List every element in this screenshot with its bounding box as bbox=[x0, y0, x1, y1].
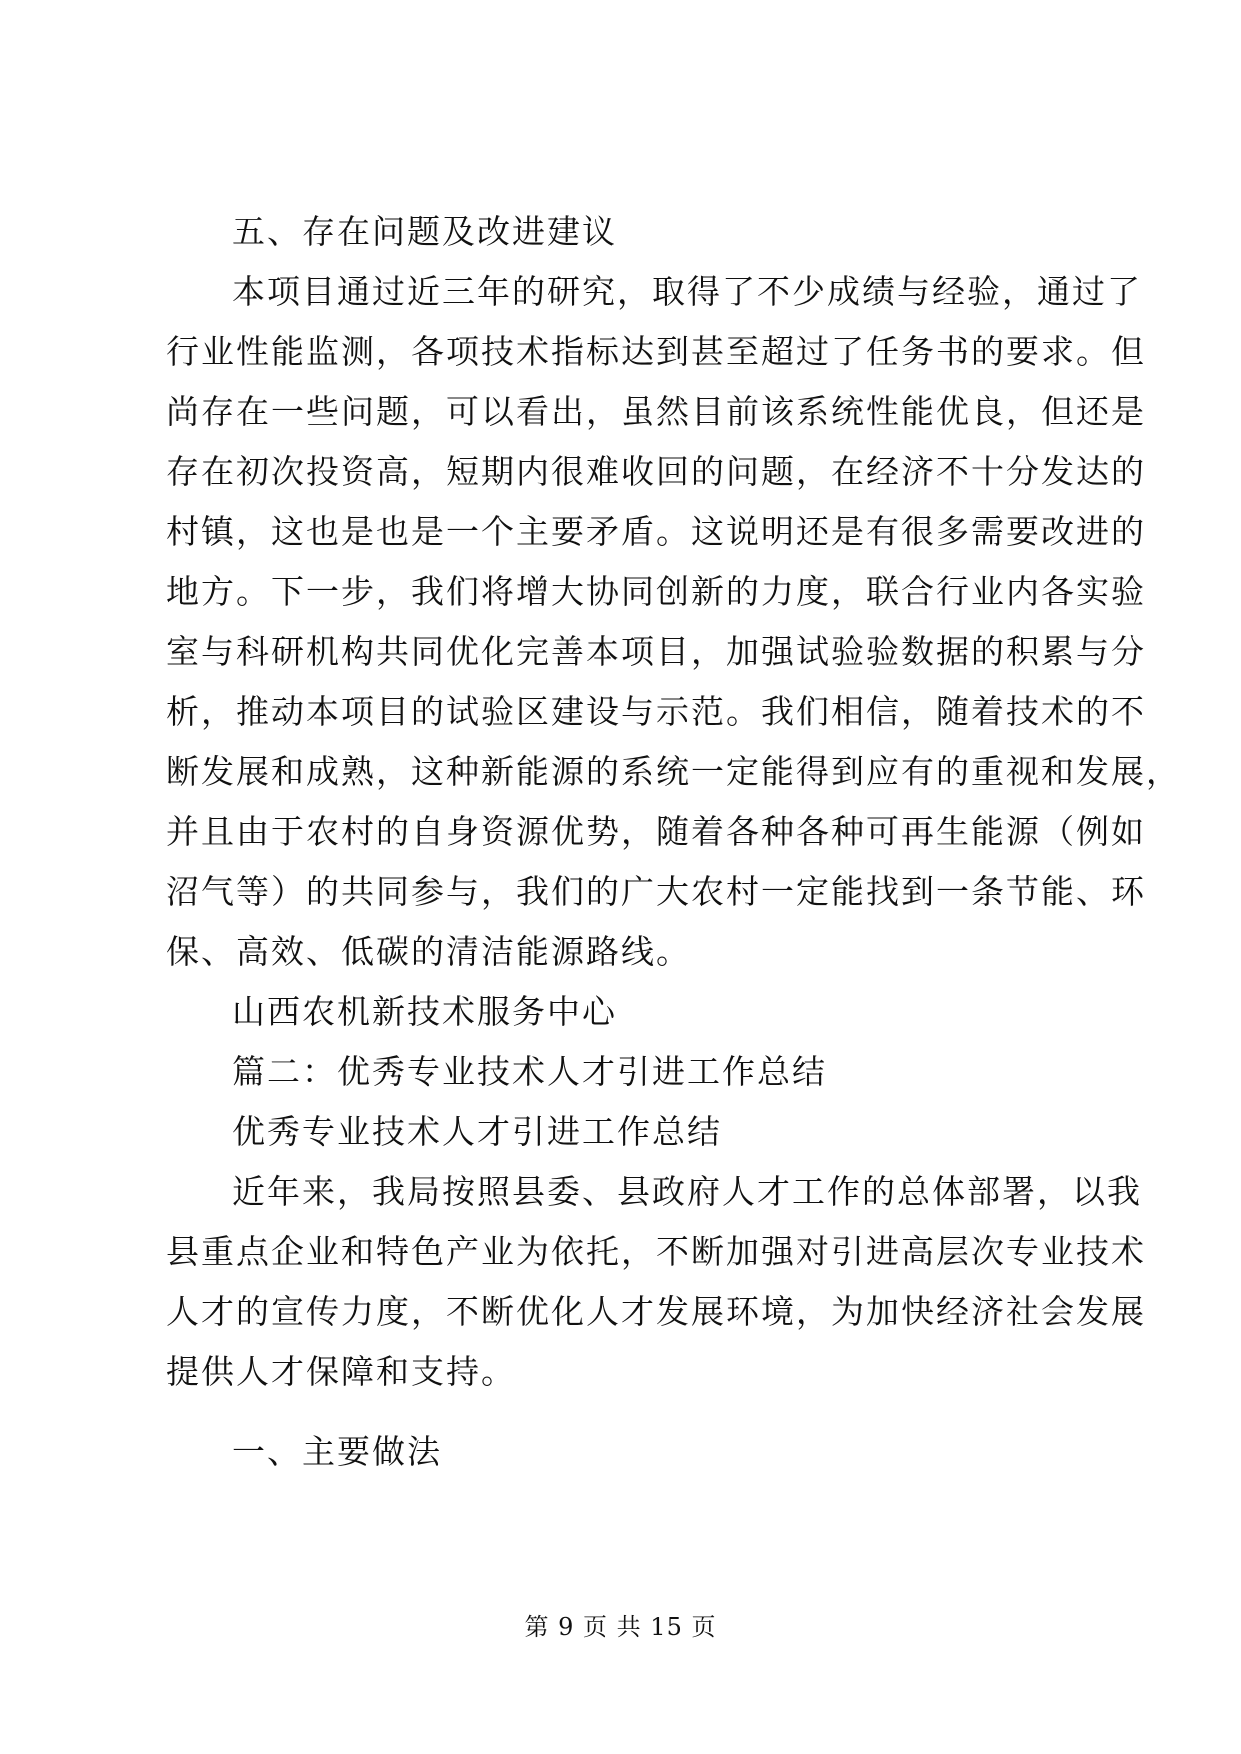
paragraph-line: 尚存在一些问题，可以看出，虽然目前该系统性能优良，但还是 bbox=[166, 392, 1146, 431]
paragraph-line: 县重点企业和特色产业为依托，不断加强对引进高层次专业技术 bbox=[166, 1232, 1146, 1271]
paragraph-line: 室与科研机构共同优化完善本项目，加强试验验数据的积累与分 bbox=[166, 632, 1146, 671]
paragraph-line: 地方。下一步，我们将增大协同创新的力度，联合行业内各实验 bbox=[166, 572, 1146, 611]
paragraph-line: 行业性能监测，各项技术指标达到甚至超过了任务书的要求。但 bbox=[166, 332, 1146, 371]
section-heading-methods: 一、主要做法 bbox=[232, 1432, 442, 1471]
section-heading-problems: 五、存在问题及改进建议 bbox=[232, 212, 617, 251]
paragraph-line: 析，推动本项目的试验区建设与示范。我们相信，随着技术的不 bbox=[166, 692, 1146, 731]
paragraph-line: 断发展和成熟，这种新能源的系统一定能得到应有的重视和发展， bbox=[166, 752, 1181, 791]
organization-name: 山西农机新技术服务中心 bbox=[232, 992, 617, 1031]
paragraph-line: 提供人才保障和支持。 bbox=[166, 1352, 516, 1391]
paragraph-line: 本项目通过近三年的研究，取得了不少成绩与经验，通过了 bbox=[232, 272, 1142, 311]
paragraph-line: 沼气等）的共同参与，我们的广大农村一定能找到一条节能、环 bbox=[166, 872, 1146, 911]
chapter-title: 篇二：优秀专业技术人才引进工作总结 bbox=[232, 1052, 827, 1091]
paragraph-line: 存在初次投资高，短期内很难收回的问题，在经济不十分发达的 bbox=[166, 452, 1146, 491]
paragraph-line: 近年来，我局按照县委、县政府人才工作的总体部署，以我 bbox=[232, 1172, 1142, 1211]
paragraph-line: 并且由于农村的自身资源优势，随着各种各种可再生能源（例如 bbox=[166, 812, 1146, 851]
paragraph-line: 保、高效、低碳的清洁能源路线。 bbox=[166, 932, 691, 971]
paragraph-line: 村镇，这也是也是一个主要矛盾。这说明还是有很多需要改进的 bbox=[166, 512, 1146, 551]
page-number-footer: 第 9 页 共 15 页 bbox=[524, 1613, 717, 1641]
article-title: 优秀专业技术人才引进工作总结 bbox=[232, 1112, 722, 1151]
paragraph-line: 人才的宣传力度，不断优化人才发展环境，为加快经济社会发展 bbox=[166, 1292, 1146, 1331]
